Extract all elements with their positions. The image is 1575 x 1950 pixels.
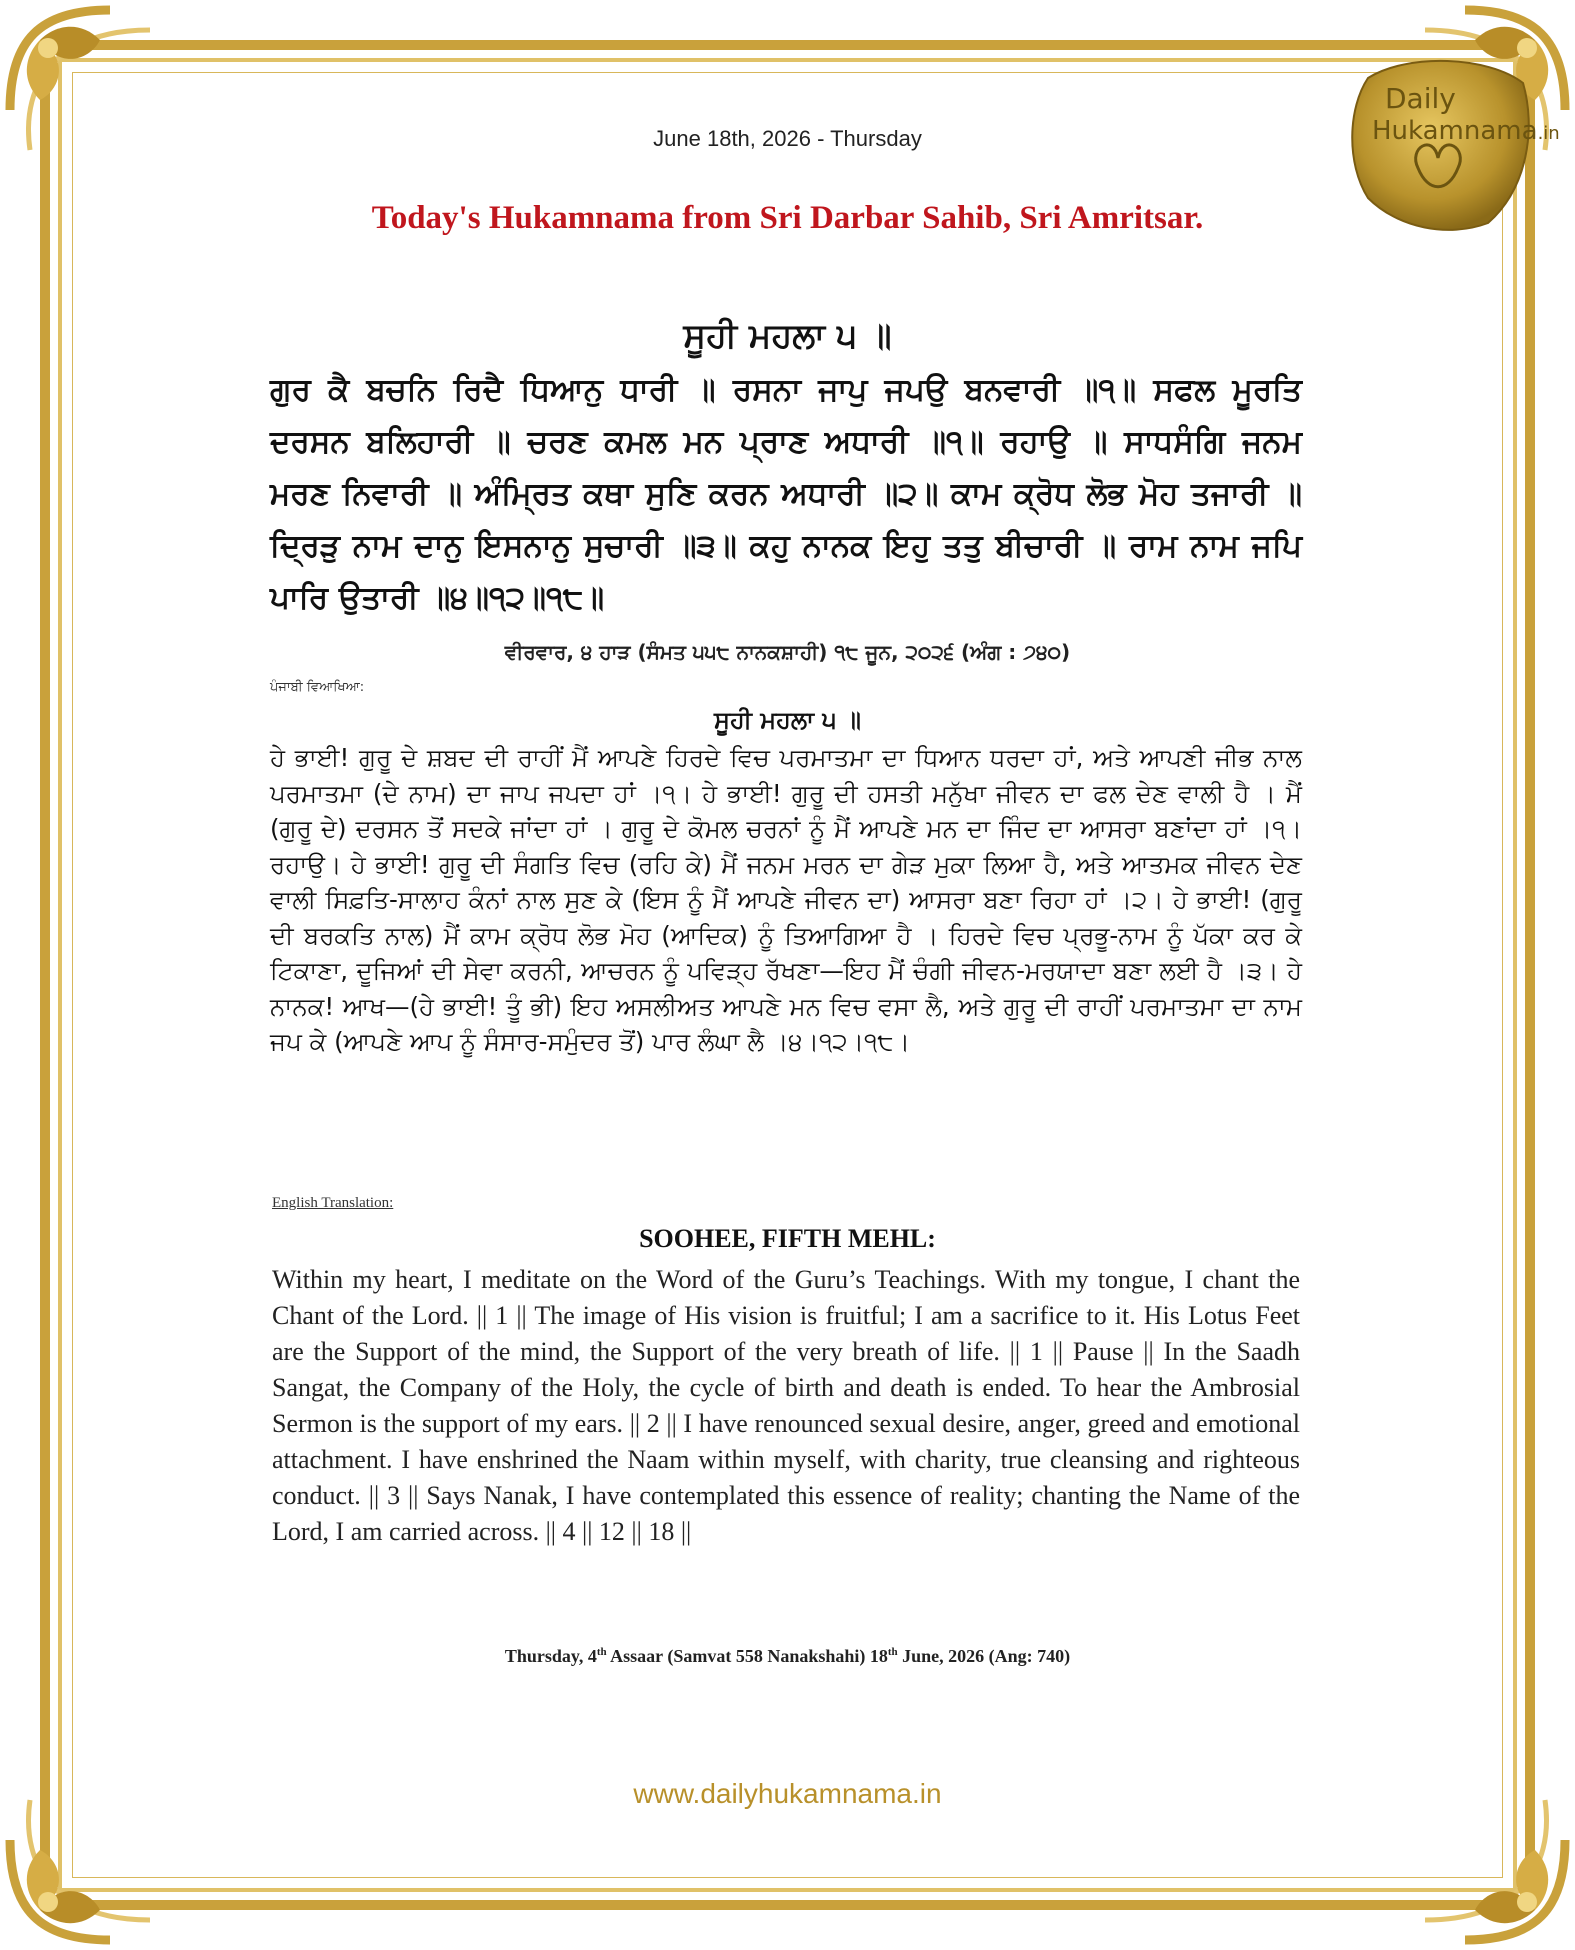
corner-ornament-icon (0, 0, 190, 190)
punjabi-explanation-text: ਹੇ ਭਾਈ! ਗੁਰੂ ਦੇ ਸ਼ਬਦ ਦੀ ਰਾਹੀਂ ਮੈਂ ਆਪਣੇ ਹਿਰਦੇ ਵਿਚ ਪਰਮਾਤਮਾ ਦਾ ਧਿਆਨ ਧਰਦਾ ਹਾਂ, ਅਤੇ ਆਪਣੀ ਜੀਭ ਨਾਲ ਪਰਮਾਤਮਾ (ਦੇ ਨਾਮ) ਦਾ ਜਾਪ ਜਪਦਾ ਹਾਂ ।੧। ਹੇ ਭਾਈ! ਗੁਰੂ ਦੀ ਹਸਤੀ ਮਨੁੱਖਾ ਜੀਵਨ ਦਾ ਫਲ ਦੇਣ ਵਾਲੀ ਹੈ । ਮੈਂ (ਗੁਰੂ ਦੇ) ਦਰਸਨ ਤੋਂ ਸਦਕੇ ਜਾਂਦਾ ਹਾਂ । ਗੁਰੂ ਦੇ ਕੋਮਲ ਚਰਨਾਂ ਨੂੰ ਮੈਂ ਆਪਣੇ ਮਨ ਦਾ ਜਿੰਦ ਦਾ ਆਸਰਾ ਬਣਾਂਦਾ ਹਾਂ ।੧।ਰਹਾਉ। ਹੇ ਭਾਈ! ਗੁਰੂ ਦੀ ਸੰਗਤਿ ਵਿਚ (ਰਹਿ ਕੇ) ਮੈਂ ਜਨਮ ਮਰਨ ਦਾ ਗੇੜ ਮੁਕਾ ਲਿਆ ਹੈ, ਅਤੇ ਆਤਮਕ ਜੀਵਨ ਦੇਣ ਵਾਲੀ ਸਿਫ਼ਤਿ-ਸਾਲਾਹ ਕੰਨਾਂ ਨਾਲ ਸੁਣ ਕੇ (ਇਸ ਨੂੰ ਮੈਂ ਆਪਣੇ ਜੀਵਨ ਦਾ) ਆਸਰਾ ਬਣਾ ਰਿਹਾ ਹਾਂ ।੨। ਹੇ ਭਾਈ! (ਗੁਰੂ ਦੀ ਬਰਕਤਿ ਨਾਲ) ਮੈਂ ਕਾਮ ਕ੍ਰੋਧ ਲੋਭ ਮੋਹ (ਆਦਿਕ) ਨੂੰ ਤਿਆਗਿਆ ਹੈ । ਹਿਰਦੇ ਵਿਚ ਪ੍ਰਭੂ-ਨਾਮ ਨੂੰ ਪੱਕਾ ਕਰ ਕੇ ਟਿਕਾਣਾ, ਦੂਜਿਆਂ ਦੀ ਸੇਵਾ ਕਰਨੀ, ਆਚਰਨ ਨੂੰ ਪਵਿੜ੍ਹ ਰੱਖਣਾ—ਇਹ ਮੈਂ ਚੰਗੀ ਜੀਵਨ-ਮਰਯਾਦਾ ਬਣਾ ਲਈ ਹੈ ।੩। ਹੇ ਨਾਨਕ! ਆਖ—(ਹੇ ਭਾਈ! ਤੂੰ ਭੀ) ਇਹ ਅਸਲੀਅਤ ਆਪਣੇ ਮਨ ਵਿਚ ਵਸਾ ਲੈ, ਅਤੇ ਗੁਰੂ ਦੀ ਰਾਹੀਂ ਪਰਮਾਤਮਾ ਦਾ ਨਾਮ ਜਪ ਕੇ (ਆਪਣੇ ਆਪ ਨੂੰ ਸੰਸਾਰ-ਸਮੁੰਦਰ ਤੋਂ) ਪਾਰ ਲੰਘਾ ਲੈ ।੪।੧੨।੧੮। (270, 743, 1302, 1056)
punjabi-explanation-label: ਪੰਜਾਬੀ ਵਿਆਖਿਆ: (270, 680, 365, 695)
logo-text-hukamnama: Hukamnama.in (1372, 116, 1560, 146)
page-headline: Today's Hukamnama from Sri Darbar Sahib, Sri Amritsar. (371, 200, 1204, 236)
english-date-line: Thursday, 4th Assaar (Samvat 558 Nanakshahi) 18th June, 2026 (Ang: 740) (504, 1646, 1071, 1666)
punjabi-explanation-title: ਸੂਹੀ ਮਹਲਾ ੫ ॥ (714, 706, 861, 734)
logo-text-daily: Daily (1385, 82, 1456, 115)
punjabi-date-line: ਵੀਰਵਾਰ, ੪ ਹਾੜ (ਸੰਮਤ ੫੫੮ ਨਾਨਕਸ਼ਾਹੀ) ੧੮ ਜੂਨ, ੨੦੨੬ (ਅੰਗ : ੭੪੦) (504, 640, 1071, 664)
english-translation-title: SOOHEE, FIFTH MEHL: (639, 1224, 936, 1253)
english-translation-label: English Translation: (272, 1195, 394, 1211)
gurbani-title: ਸੂਹੀ ਮਹਲਾ ੫ ॥ (683, 316, 892, 356)
gurbani-text: ਗੁਰ ਕੈ ਬਚਨਿ ਰਿਦੈ ਧਿਆਨੁ ਧਾਰੀ ॥ ਰਸਨਾ ਜਾਪੁ ਜਪਉ ਬਨਵਾਰੀ ॥੧॥ ਸਫਲ ਮੂਰਤਿ ਦਰਸਨ ਬਲਿਹਾਰੀ ॥ ਚਰਣ ਕਮਲ ਮਨ ਪ੍ਰਾਣ ਅਧਾਰੀ ॥੧॥ ਰਹਾਉ ॥ ਸਾਧਸੰਗਿ ਜਨਮ ਮਰਣ ਨਿਵਾਰੀ ॥ ਅੰਮ੍ਰਿਤ ਕਥਾ ਸੁਣਿ ਕਰਨ ਅਧਾਰੀ ॥੨॥ ਕਾਮ ਕ੍ਰੋਧ ਲੋਭ ਮੋਹ ਤਜਾਰੀ ॥ ਦ੍ਰਿੜੁ ਨਾਮ ਦਾਨੁ ਇਸਨਾਨੁ ਸੁਚਾਰੀ ॥੩॥ ਕਹੁ ਨਾਨਕ ਇਹੁ ਤਤੁ ਬੀਚਾਰੀ ॥ ਰਾਮ ਨਾਮ ਜਪਿ ਪਾਰਿ ਉਤਾਰੀ ॥੪॥੧੨॥੧੮॥ (270, 372, 1302, 616)
page-date: June 18th, 2026 - Thursday (653, 126, 922, 151)
english-translation-text: Within my heart, I meditate on the Word of the Guru’s Teachings. With my tongue, I chant the Chant of the Lord. || 1 || The image of His vision is fruitful; I am a sacrifice to it. His Lotus Feet are the Support of the mind, the Support of the very breath of life. || 1 || Pause || In the Saadh Sangat, the Company of the Holy, the cycle of birth and death is ended. To hear the Ambrosial Sermon is the support of my ears. || 2 || I have renounced sexual desire, anger, greed and emotional attachment. I have enshrined the Naam within myself, with charity, true cleansing and righteous conduct. || 3 || Says Nanak, I have contemplated this essence of reality; chanting the Name of the Lord, I am carried across. || 4 || 12 || 18 || (272, 1265, 1300, 1546)
website-link[interactable]: www.dailyhukamnama.in (633, 1778, 942, 1809)
